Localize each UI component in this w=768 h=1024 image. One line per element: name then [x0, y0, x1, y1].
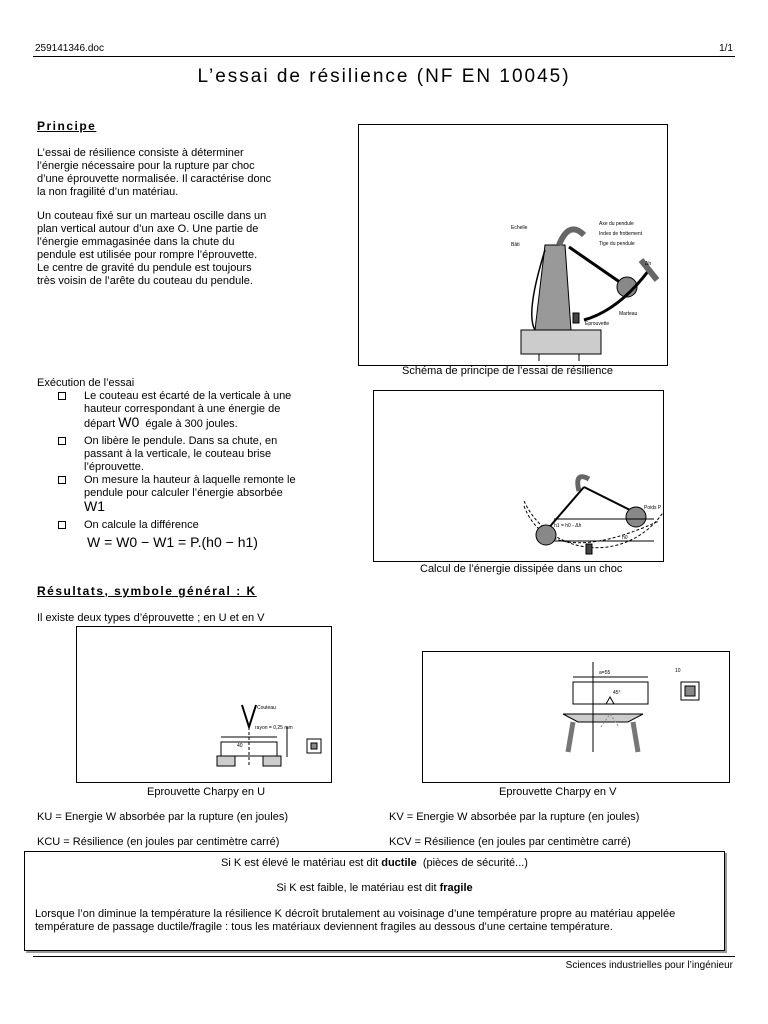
w1-symbol: W1	[84, 498, 105, 514]
bullet-text: On calcule la différence	[84, 519, 199, 531]
ductile-term: ductile	[381, 857, 417, 869]
principe-heading: Principe	[37, 119, 97, 133]
text-line: Un couteau fixé sur un marteau oscille dans un	[37, 210, 267, 222]
bullet-text	[84, 416, 322, 431]
pendulum-schematic-drawing	[359, 125, 667, 365]
diagram-annotation: h0	[622, 535, 628, 541]
bullet-item-4	[62, 519, 322, 532]
text-line: la non fragilité d’un matériau.	[37, 186, 179, 198]
fragile-term: fragile	[439, 882, 473, 894]
bullet-text: l’éprouvette.	[84, 461, 144, 473]
header-filename: 259141346.doc	[35, 43, 104, 54]
diagram-annotation: Poids P	[644, 505, 662, 511]
text-line: l’énergie emmagasinée dans la chute du	[37, 236, 235, 248]
callout-temperature-note: Lorsque l’on diminue la température la résilience K décroît brutalement au voisinage d’une température propre au matériau appelée température de passage ductile/fragile : tous les matériaux deviennent fragiles au dessous d’une certaine température.	[35, 908, 676, 933]
text-line: très voisin de l’arête du couteau du pendule.	[37, 275, 253, 287]
checkbox-bullet-icon	[58, 476, 66, 484]
ku-definition: KU = Energie W absorbée par la rupture (en joules)	[37, 811, 288, 823]
diagram-annotation: 45°	[613, 690, 621, 696]
kv-definition: KV = Energie W absorbée par la rupture (en joules)	[389, 811, 640, 823]
bullet-item-2	[62, 435, 322, 474]
text-line: L’essai de résilience consiste à déterminer	[37, 147, 244, 159]
principe-paragraph-1	[37, 147, 327, 199]
figure-charpy-u	[76, 626, 332, 783]
header-page-number: 1/1	[719, 43, 733, 54]
callout-line-ductile	[25, 857, 724, 869]
diagram-annotation: h1 = h0 - Δh	[554, 523, 582, 529]
checkbox-bullet-icon	[58, 392, 66, 400]
header-rule	[33, 56, 735, 57]
diagram-annotation: Tige du pendule	[599, 241, 635, 247]
text-line: Le centre de gravité du pendule est toujours	[37, 262, 252, 274]
callout-text: Si K est faible, le matériau est dit	[276, 882, 437, 894]
bullet-text-part: égale à 300 joules.	[145, 418, 238, 430]
kcv-definition: KCV = Résilience (en joules par centimètre carré)	[389, 836, 631, 848]
figure-4-caption: Eprouvette Charpy en V	[499, 786, 617, 798]
text-line: d’une éprouvette normalisée. Il caractérise donc	[37, 173, 272, 185]
charpy-u-drawing	[77, 627, 331, 782]
footer-text: Sciences industrielles pour l’ingénieur	[565, 960, 733, 971]
footer-rule	[33, 956, 735, 957]
bullet-text: pendule pour calculer l’énergie absorbée	[84, 487, 283, 499]
callout-text: (pièces de sécurité...)	[422, 857, 528, 869]
bullet-text: passant à la verticale, le couteau brise	[84, 448, 272, 460]
resultats-heading: Résultats, symbole général : K	[37, 584, 257, 598]
figure-2-caption: Calcul de l’énergie dissipée dans un choc	[420, 563, 623, 575]
callout-text: Si K est élevé le matériau est dit	[221, 857, 379, 869]
diagram-annotation: Bâti	[511, 242, 520, 248]
energy-formula: W = W0 − W1 = P.(h0 − h1)	[87, 534, 258, 550]
figure-pendulum-schematic	[358, 124, 668, 366]
execution-heading: Exécution de l’essai	[37, 377, 135, 389]
resultats-intro: Il existe deux types d’éprouvette ; en U et en V	[37, 612, 265, 624]
text-line: plan vertical autour d’un axe O. Une partie de	[37, 223, 259, 235]
diagram-annotation: Axe du pendule	[599, 221, 634, 227]
diagram-annotation: rayon = 0,25 mm	[255, 725, 293, 731]
diagram-annotation: a=55	[599, 670, 611, 676]
bullet-text: On libère le pendule. Dans sa chute, en	[84, 435, 278, 447]
callout-line-fragile	[25, 882, 724, 894]
page-title: L’essai de résilience (NF EN 10045)	[197, 66, 571, 87]
figure-3-caption: Eprouvette Charpy en U	[147, 786, 266, 798]
diagram-annotation: Δh	[645, 261, 652, 267]
checkbox-bullet-icon	[58, 437, 66, 445]
checkbox-bullet-icon	[58, 521, 66, 529]
ductile-fragile-callout	[24, 851, 725, 951]
diagram-annotation: Couteau	[257, 705, 276, 711]
w0-symbol: W0	[118, 414, 140, 430]
diagram-annotation: Index de frottement	[599, 231, 643, 237]
bullet-item-1	[62, 390, 322, 431]
energy-calculation-drawing	[374, 391, 663, 561]
bullet-item-3	[62, 474, 322, 513]
diagram-annotation: 40	[237, 743, 243, 749]
figure-charpy-v	[422, 651, 730, 783]
bullet-text: hauteur correspondant à une énergie de	[84, 403, 281, 415]
bullet-text: Le couteau est écarté de la verticale à une	[84, 390, 292, 402]
diagram-annotation: Marteau	[619, 311, 638, 317]
bullet-text-part: départ	[84, 418, 116, 430]
diagram-annotation: Eprouvette	[585, 321, 610, 327]
bullet-text: On mesure la hauteur à laquelle remonte le	[84, 474, 296, 486]
charpy-v-drawing	[423, 652, 729, 782]
principe-paragraph-2	[37, 210, 327, 288]
figure-1-caption: Schéma de principe de l’essai de résilience	[402, 365, 613, 377]
text-line: l’énergie nécessaire pour la rupture par choc	[37, 160, 255, 172]
figure-energy-calculation	[373, 390, 664, 562]
text-line: pendule est utilisée pour rompre l’éprouvette.	[37, 249, 258, 261]
kcu-definition: KCU = Résilience (en joules par centimètre carré)	[37, 836, 280, 848]
diagram-annotation: 10	[675, 668, 681, 674]
diagram-annotation: Echelle	[511, 225, 528, 231]
